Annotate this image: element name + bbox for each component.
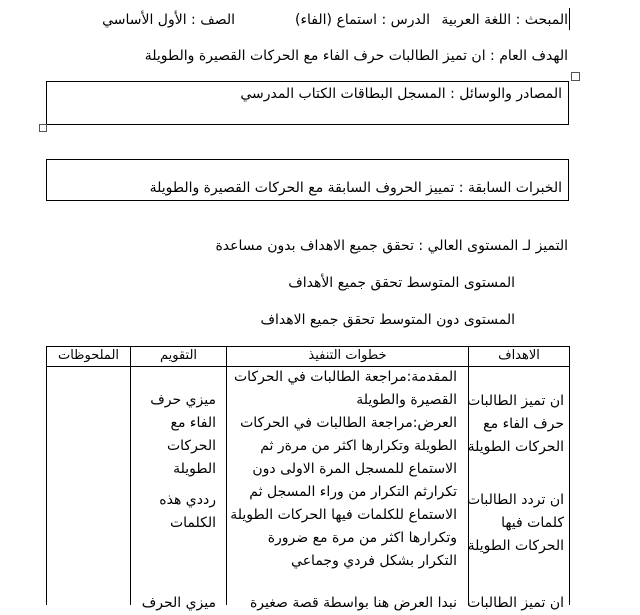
table-move-handle[interactable]: [571, 72, 580, 81]
steps-line: الاستماع للكلمات فيها الحركات الطويلة: [230, 507, 457, 523]
header-steps: خطوات التنفيذ: [308, 348, 387, 363]
steps-line: تكرارثم التكرار من وراء المسجل ثم: [249, 484, 457, 500]
objective-line: الحركات الطويلة: [467, 538, 564, 554]
steps-line: القصيرة والطويلة: [356, 392, 457, 408]
objective-line: ان تردد الطالبات: [466, 492, 564, 508]
evaluation-line: الطويلة: [173, 461, 216, 477]
evaluation-line: ميزي حرف: [150, 392, 216, 408]
steps-line: نبدا العرض هنا بواسطة قصة صغيرة: [249, 595, 457, 611]
steps-line: الطويلة وتكرارها اكثر من مرةر ثم: [260, 438, 457, 454]
header-objectives: الاهداف: [498, 348, 540, 363]
steps-line: وتكرارها اكثر من مرة مع ضرورة: [267, 530, 457, 546]
resources-box: [46, 81, 569, 125]
grade-label: الصف : الأول الأساسي: [102, 12, 235, 28]
objective-line: ان تميز الطالبات: [467, 393, 564, 409]
objective-line: كلمات فيها: [501, 515, 564, 531]
prior-experience-text: الخبرات السابقة : تمييز الحروف السابقة مع الحركات القصيرة والطويلة: [149, 180, 562, 196]
header-notes: الملحوظات: [57, 348, 120, 363]
steps-line: العرض:مراجعة الطالبات في الحركات: [240, 415, 457, 431]
steps-line: المقدمة:مراجعة الطالبات في الحركات: [233, 369, 457, 385]
general-goal: الهدف العام : ان تميز الطالبات حرف الفاء مع الحركات القصيرة والطويلة: [144, 48, 568, 64]
header-evaluation: التقويم: [159, 348, 198, 363]
lesson-label: الدرس : استماع (الفاء): [295, 12, 430, 28]
steps-line: التكرار بشكل فردي وجماعي: [291, 553, 457, 569]
level-medium: المستوى المتوسط تحقق جميع الأهداف: [288, 275, 515, 291]
evaluation-line: الكلمات: [169, 515, 216, 531]
resources-text: المصادر والوسائل : المسجل البطاقات الكتاب المدرسي: [240, 86, 562, 102]
level-high: التميز لـ المستوى العالي : تحقق جميع الاهداف بدون مساعدة: [215, 238, 568, 254]
objective-line: الحركات الطويلة: [467, 439, 564, 455]
objective-line: ان تميز الطالبات: [467, 595, 564, 611]
cursor-caret: [569, 8, 570, 30]
evaluation-line: رددي هذه: [159, 492, 216, 508]
subject-label: المبحث : اللغة العربية: [441, 12, 568, 28]
table-resize-handle[interactable]: [39, 124, 47, 132]
evaluation-line: ميزي الحرف: [141, 595, 216, 611]
prior-experience-box: [46, 159, 569, 201]
evaluation-line: الفاء مع: [170, 415, 216, 431]
level-below: المستوى دون المتوسط تحقق جميع الاهداف: [260, 312, 515, 328]
evaluation-line: الحركات: [166, 438, 216, 454]
objective-line: حرف الفاء مع: [483, 416, 564, 432]
steps-line: الاستماع للمسجل المرة الاولى دون: [252, 461, 457, 477]
